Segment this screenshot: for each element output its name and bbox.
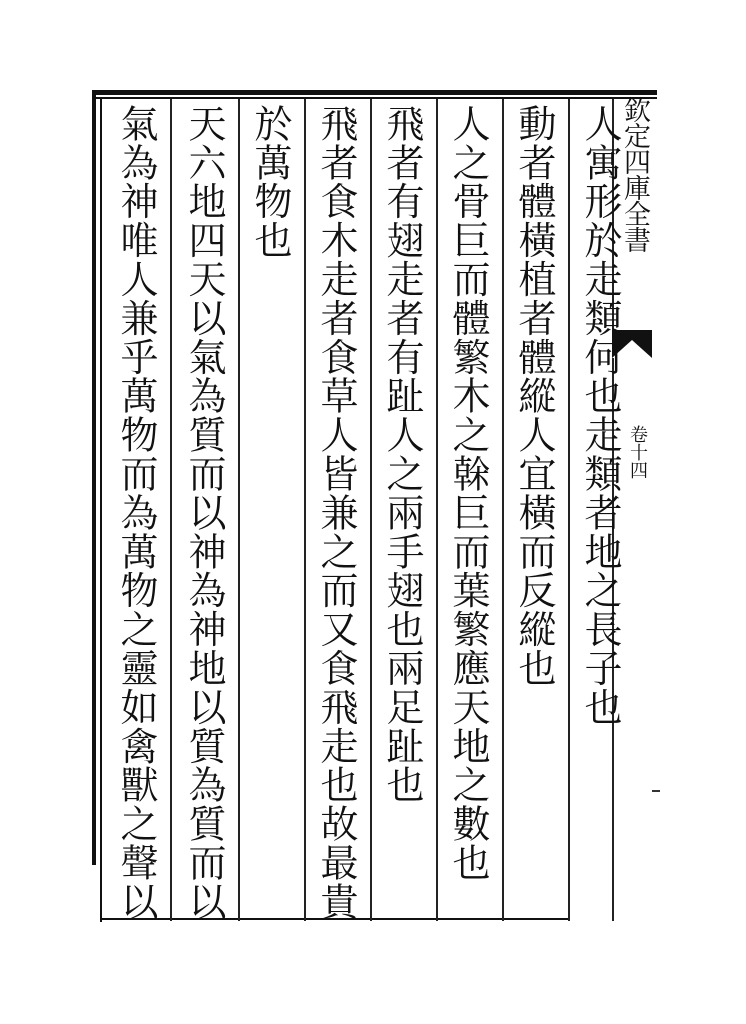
frame-left-inner-border — [100, 97, 102, 922]
text-column-6: 於萬物也 — [248, 104, 292, 260]
column-rule — [436, 99, 438, 921]
text-column-8: 氣為神唯人兼乎萬物而為萬物之靈如禽獸之聲以 — [114, 104, 158, 921]
column-rule — [370, 99, 372, 921]
text-column-3: 人之骨巨而體繁木之榦巨而葉繁應天地之數也 — [446, 104, 490, 882]
column-rule — [238, 99, 240, 921]
text-column-4: 飛者有翅走者有趾人之兩手翅也兩足趾也 — [380, 104, 424, 805]
column-rule — [170, 99, 172, 921]
text-column-1: 人寓形於走類何也走類者地之長子也 — [578, 104, 622, 727]
text-column-5: 飛者食木走者食草人皆兼之而又食飛走也故最貴 — [314, 104, 358, 921]
column-rule — [568, 99, 570, 921]
frame-top-border — [92, 90, 657, 95]
text-column-7: 天六地四天以氣為質而以神為神地以質為質而以 — [182, 104, 226, 921]
margin-tick — [652, 790, 660, 792]
column-rule — [502, 99, 504, 921]
frame-left-border — [92, 90, 96, 865]
book-title: 欽定四庫全書 — [619, 96, 650, 252]
column-rule — [304, 99, 306, 921]
text-column-2: 動者體橫植者體縱人宜橫而反縱也 — [512, 104, 556, 688]
frame-top-inner-border — [92, 97, 657, 99]
volume-number: 卷十四 — [627, 425, 648, 479]
